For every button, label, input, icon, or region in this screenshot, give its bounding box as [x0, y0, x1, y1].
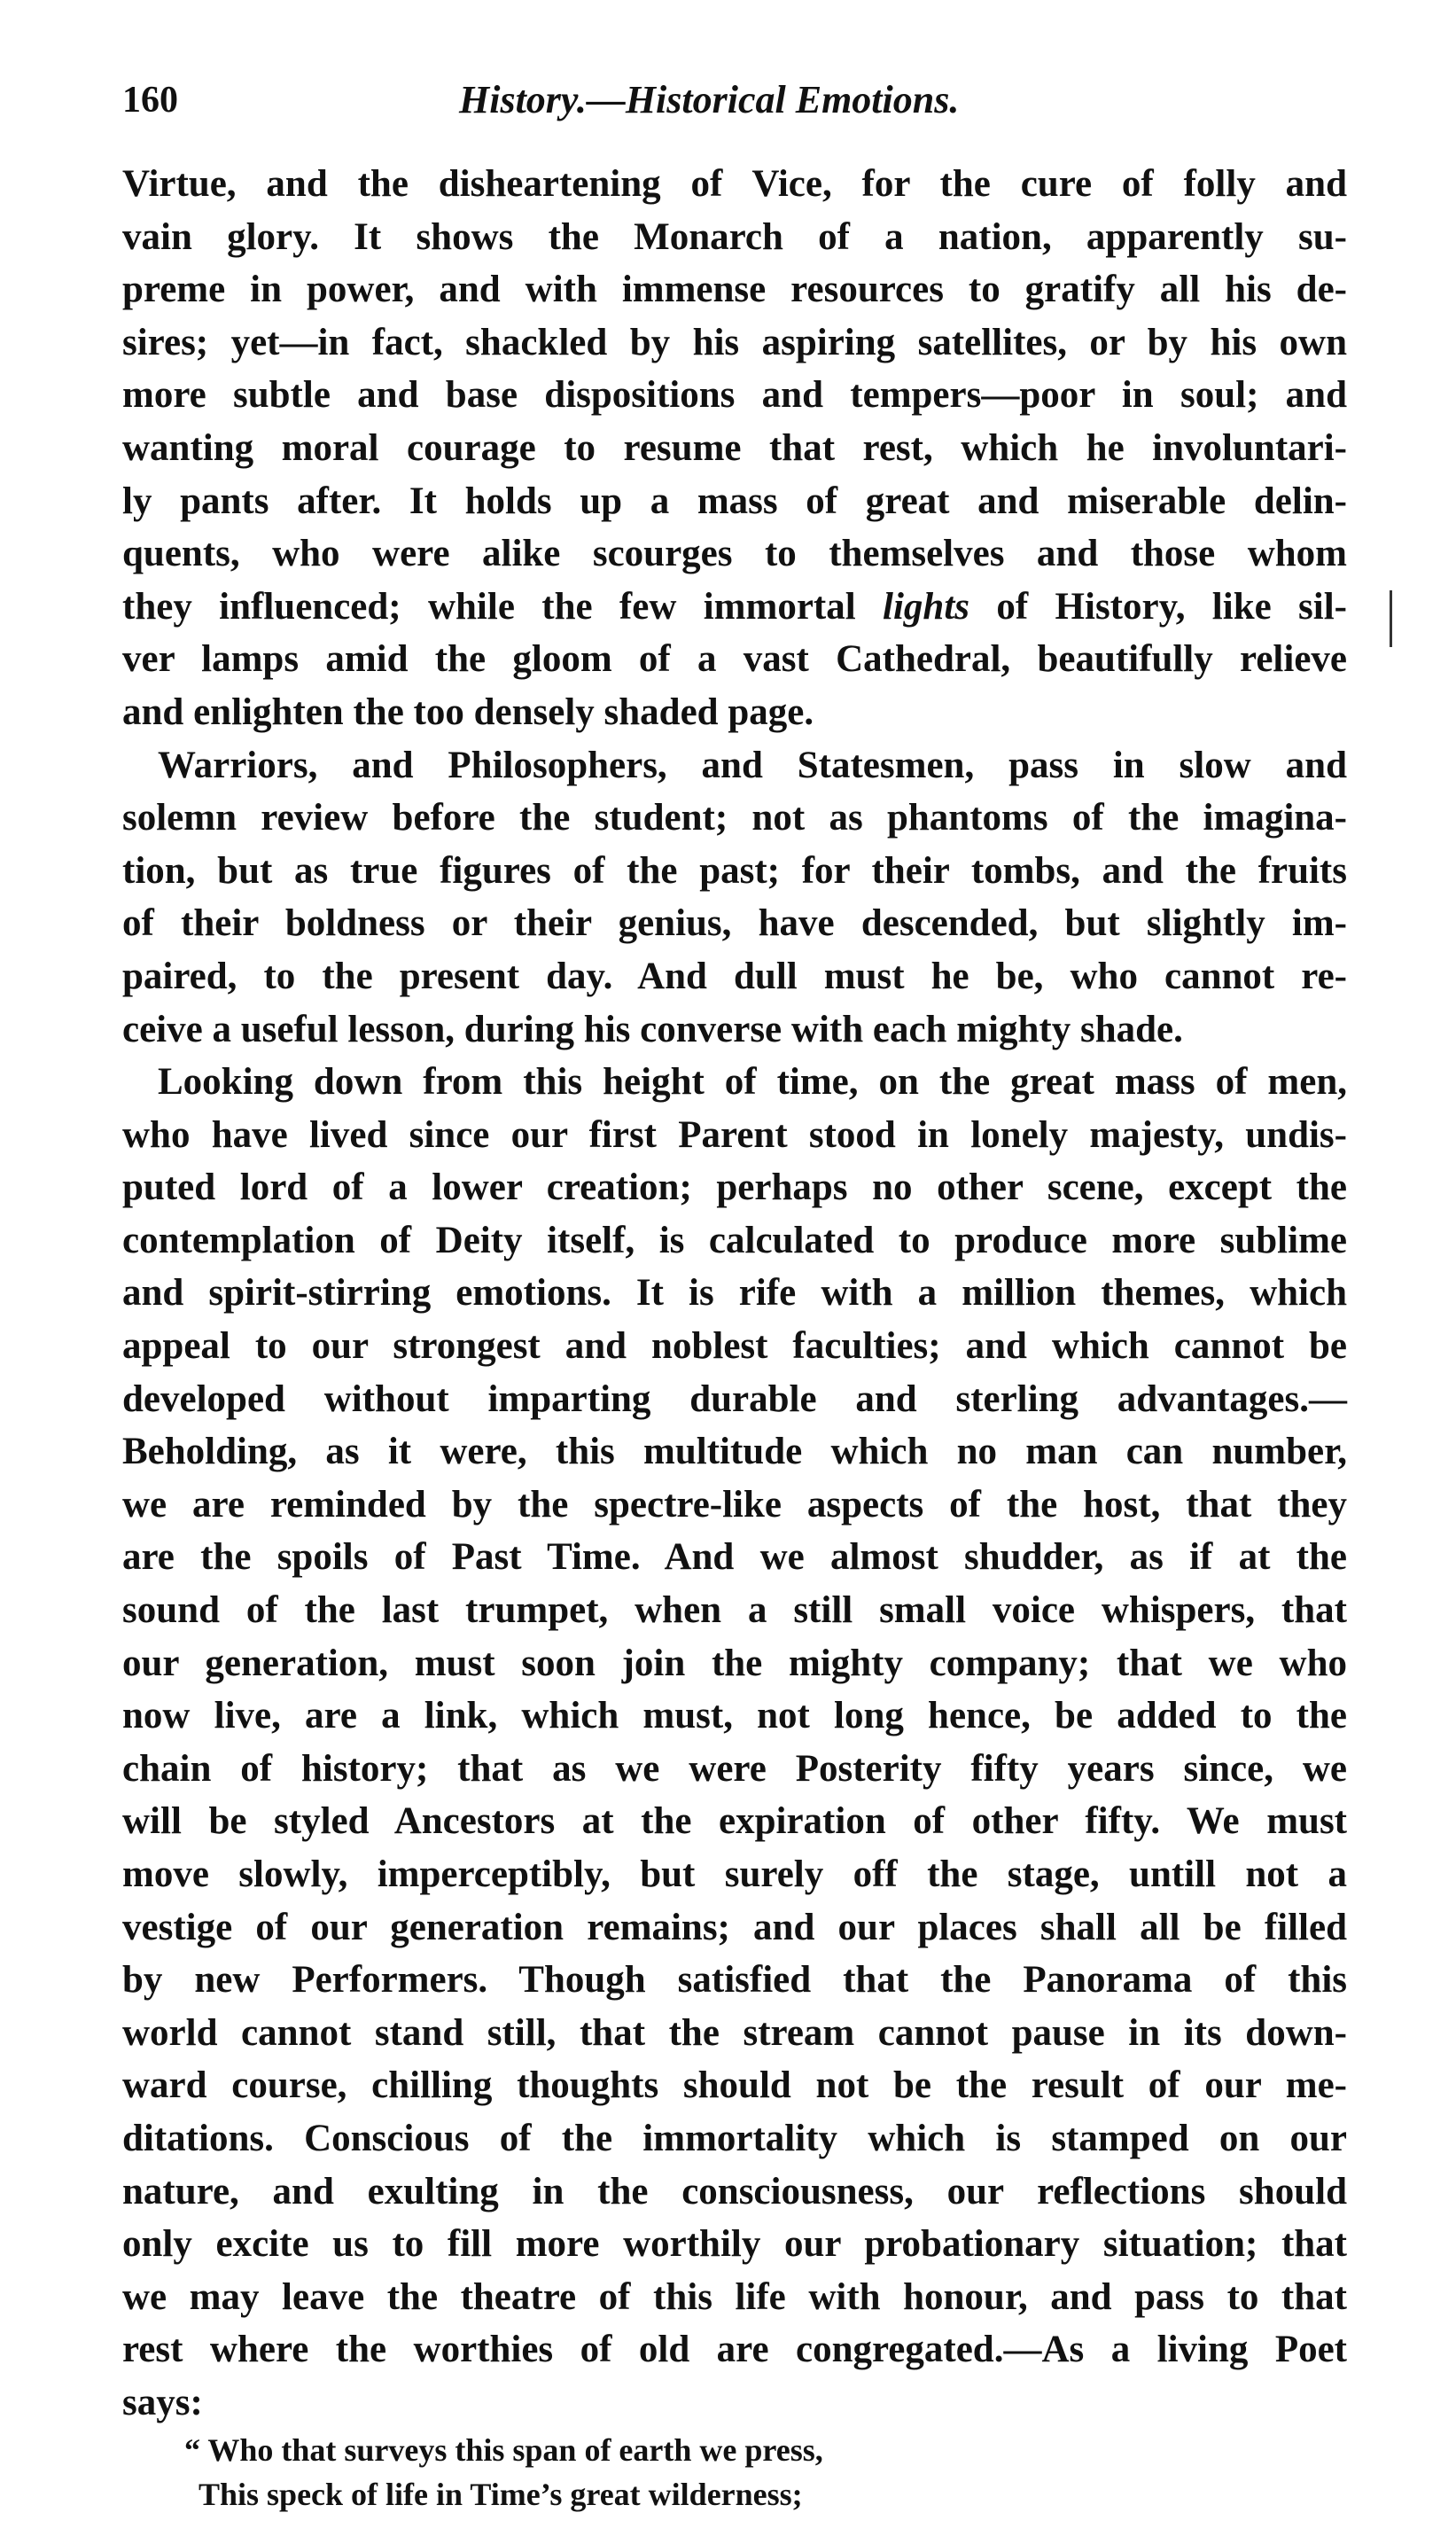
text-line: quents, who were alike scourges to themselves and those whom [122, 533, 1347, 575]
running-title: History.—Historical Emotions. [459, 78, 960, 121]
text-line: tion, but as true figures of the past; for their tombs, and the fruits [122, 849, 1347, 892]
text-line: more subtle and base dispositions and tempers—poor in soul; and [122, 374, 1347, 417]
verse-line: “ Who that surveys this span of earth we press, [184, 2432, 823, 2468]
text-line: ly pants after. It holds up a mass of great and miserable delin- [122, 480, 1347, 522]
text-line: move slowly, imperceptibly, but surely off the stage, untill not a [122, 1853, 1347, 1895]
text-line: sound of the last trumpet, when a still small voice whispers, that [122, 1589, 1347, 1632]
text-line: ver lamps amid the gloom of a vast Cathedral, beautifully relieve [122, 638, 1347, 681]
text-line: we are reminded by the spectre-like aspects of the host, that they [122, 1483, 1347, 1526]
text-line: we may leave the theatre of this life with honour, and pass to that [122, 2275, 1347, 2318]
text-line: will be styled Ancestors at the expiration of other fifty. We must [122, 1800, 1347, 1843]
text-line: world cannot stand still, that the stream cannot pause in its down- [122, 2011, 1347, 2054]
text-line: contemplation of Deity itself, is calculated to produce more sublime [122, 1219, 1347, 1261]
text-line: developed without imparting durable and sterling advantages.— [122, 1377, 1347, 1420]
text-line: says: [122, 2381, 203, 2423]
text-line: preme in power, and with immense resources to gratify all his de- [122, 269, 1347, 311]
text-line: Virtue, and the disheartening of Vice, for the cure of folly and [122, 163, 1347, 205]
text-line: now live, are a link, which must, not long hence, be added to the [122, 1695, 1347, 1737]
text-line: and spirit-stirring emotions. It is rife with a million themes, which [122, 1272, 1347, 1315]
text-run: they influenced; while the few immortal [122, 585, 884, 628]
text-line: who have lived since our first Parent stood in lonely majesty, undis- [122, 1113, 1347, 1156]
text-line: Warriors, and Philosophers, and Statesmen, pass in slow and [158, 744, 1347, 786]
text-line: appeal to our strongest and noblest faculties; and which cannot be [122, 1325, 1347, 1368]
text-line: only excite us to fill more worthily our probationary situation; that [122, 2223, 1347, 2266]
verse-line: This speck of life in Time’s great wilderness; [199, 2477, 803, 2512]
paragraph [122, 158, 1347, 739]
paragraph [122, 1056, 1347, 2429]
text-line [122, 581, 1347, 634]
text-line: by new Performers. Though satisfied that the Panorama of this [122, 1959, 1347, 2002]
text-line: Beholding, as it were, this multitude which no man can number, [122, 1431, 1347, 1473]
italic-word: lights [883, 585, 970, 628]
text-line: ceive a useful lesson, during his converse with each mighty shade. [122, 1008, 1183, 1050]
body-text [122, 158, 1347, 2430]
text-run: of History, like sil- [969, 585, 1347, 628]
text-line: nature, and exulting in the consciousness, our reflections should [122, 2170, 1347, 2212]
text-line: wanting moral courage to resume that rest, which he involuntari- [122, 426, 1347, 469]
text-line: ward course, chilling thoughts should not be the result of our me- [122, 2064, 1347, 2107]
text-line: vestige of our generation remains; and our places shall all be filled [122, 1906, 1347, 1948]
margin-mark [1390, 590, 1392, 647]
text-line: Looking down from this height of time, on the great mass of men, [158, 1061, 1347, 1104]
text-line: vain glory. It shows the Monarch of a nation, apparently su- [122, 215, 1347, 258]
text-line: are the spoils of Past Time. And we almost shudder, as if at the [122, 1536, 1347, 1579]
page-number: 160 [122, 80, 178, 121]
text-line: chain of history; that as we were Posterity fifty years since, we [122, 1747, 1347, 1790]
text-line: paired, to the present day. And dull must he be, who cannot re- [122, 955, 1347, 997]
text-line: rest where the worthies of old are congregated.—As a living Poet [122, 2329, 1347, 2371]
running-head [122, 69, 1345, 131]
text-line: puted lord of a lower creation; perhaps no other scene, except the [122, 1167, 1347, 1209]
text-line: sires; yet—in fact, shackled by his aspiring satellites, or by his own [122, 321, 1347, 363]
text-line: ditations. Conscious of the immortality which is stamped on our [122, 2117, 1347, 2159]
text-line: our generation, must soon join the mighty company; that we who [122, 1642, 1347, 1684]
text-line: solemn review before the student; not as phantoms of the imagina- [122, 797, 1347, 839]
paragraph [122, 739, 1347, 1057]
verse-quotation [184, 2428, 1248, 2517]
text-line: and enlighten the too densely shaded page. [122, 691, 814, 733]
text-line: of their boldness or their genius, have descended, but slightly im- [122, 902, 1347, 945]
